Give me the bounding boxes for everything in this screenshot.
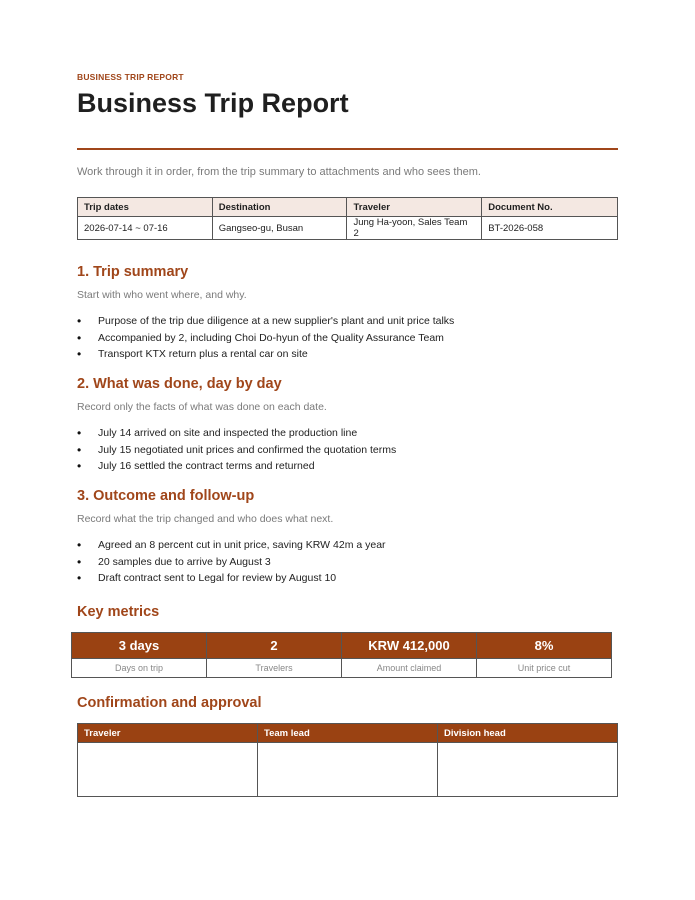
signature-box-team-lead[interactable] bbox=[258, 743, 438, 797]
section-heading: 3. Outcome and follow-up bbox=[77, 488, 255, 504]
trip-info-table bbox=[77, 197, 618, 240]
list-item: • Draft contract sent to Legal for review by August 10 bbox=[77, 570, 618, 587]
cell-document-no: BT-2026-058 bbox=[482, 217, 618, 240]
metrics-table bbox=[71, 632, 612, 678]
metric-amount-value: KRW 412,000 bbox=[342, 633, 477, 659]
section-heading: 1. Trip summary bbox=[77, 264, 189, 280]
section-heading: 2. What was done, day by day bbox=[77, 376, 282, 392]
list-item: • Transport KTX return plus a rental car on site bbox=[77, 346, 618, 363]
metric-days-value: 3 days bbox=[72, 633, 207, 659]
approval-header-traveler: Traveler bbox=[78, 724, 258, 743]
metric-price-cut-value: 8% bbox=[477, 633, 612, 659]
title-divider bbox=[77, 148, 618, 150]
signature-box-traveler[interactable] bbox=[78, 743, 258, 797]
header-destination: Destination bbox=[212, 198, 347, 217]
bullet-list bbox=[77, 313, 618, 363]
approval-table bbox=[77, 723, 618, 797]
section-lead: Record what the trip changed and who does what next. bbox=[77, 513, 334, 525]
signature-box-division-head[interactable] bbox=[438, 743, 618, 797]
list-item: • July 15 negotiated unit prices and confirmed the quotation terms bbox=[77, 442, 618, 459]
section-lead: Record only the facts of what was done on each date. bbox=[77, 401, 327, 413]
bullet-list bbox=[77, 425, 618, 475]
approval-header-row bbox=[78, 724, 618, 743]
section-outcome bbox=[77, 488, 618, 587]
approval-header-team-lead: Team lead bbox=[258, 724, 438, 743]
section-approval bbox=[77, 695, 618, 711]
section-trip-summary bbox=[77, 264, 618, 363]
section-heading: Key metrics bbox=[77, 604, 160, 620]
list-item: • Purpose of the trip due diligence at a new supplier's plant and unit price talks bbox=[77, 313, 618, 330]
list-item: • 20 samples due to arrive by August 3 bbox=[77, 554, 618, 571]
section-heading: Confirmation and approval bbox=[77, 695, 262, 711]
report-eyebrow: BUSINESS TRIP REPORT bbox=[77, 72, 184, 82]
list-item: • July 16 settled the contract terms and returned bbox=[77, 458, 618, 475]
section-lead: Start with who went where, and why. bbox=[77, 289, 247, 301]
cell-destination: Gangseo-gu, Busan bbox=[212, 217, 347, 240]
cell-traveler: Jung Ha-yoon, Sales Team 2 bbox=[347, 217, 482, 240]
list-item: • Agreed an 8 percent cut in unit price, saving KRW 42m a year bbox=[77, 537, 618, 554]
table-row bbox=[78, 217, 618, 240]
page-title: Business Trip Report bbox=[77, 88, 349, 118]
metrics-value-row bbox=[72, 633, 612, 659]
metrics-label-row bbox=[72, 659, 612, 678]
section-key-metrics bbox=[77, 604, 618, 620]
metric-travelers-label: Travelers bbox=[207, 659, 342, 678]
list-item: • Accompanied by 2, including Choi Do-hyun of the Quality Assurance Team bbox=[77, 330, 618, 347]
metric-amount-label: Amount claimed bbox=[342, 659, 477, 678]
metric-price-cut-label: Unit price cut bbox=[477, 659, 612, 678]
header-traveler: Traveler bbox=[347, 198, 482, 217]
metric-travelers-value: 2 bbox=[207, 633, 342, 659]
approval-header-division-head: Division head bbox=[438, 724, 618, 743]
cell-trip-dates: 2026-07-14 ~ 07-16 bbox=[78, 217, 213, 240]
section-day-by-day bbox=[77, 376, 618, 475]
header-trip-dates: Trip dates bbox=[78, 198, 213, 217]
bullet-list bbox=[77, 537, 618, 587]
header-document-no: Document No. bbox=[482, 198, 618, 217]
metric-days-label: Days on trip bbox=[72, 659, 207, 678]
intro-text: Work through it in order, from the trip summary to attachments and who sees them. bbox=[77, 166, 481, 178]
approval-signature-row bbox=[78, 743, 618, 797]
table-header-row bbox=[78, 198, 618, 217]
list-item: • July 14 arrived on site and inspected the production line bbox=[77, 425, 618, 442]
